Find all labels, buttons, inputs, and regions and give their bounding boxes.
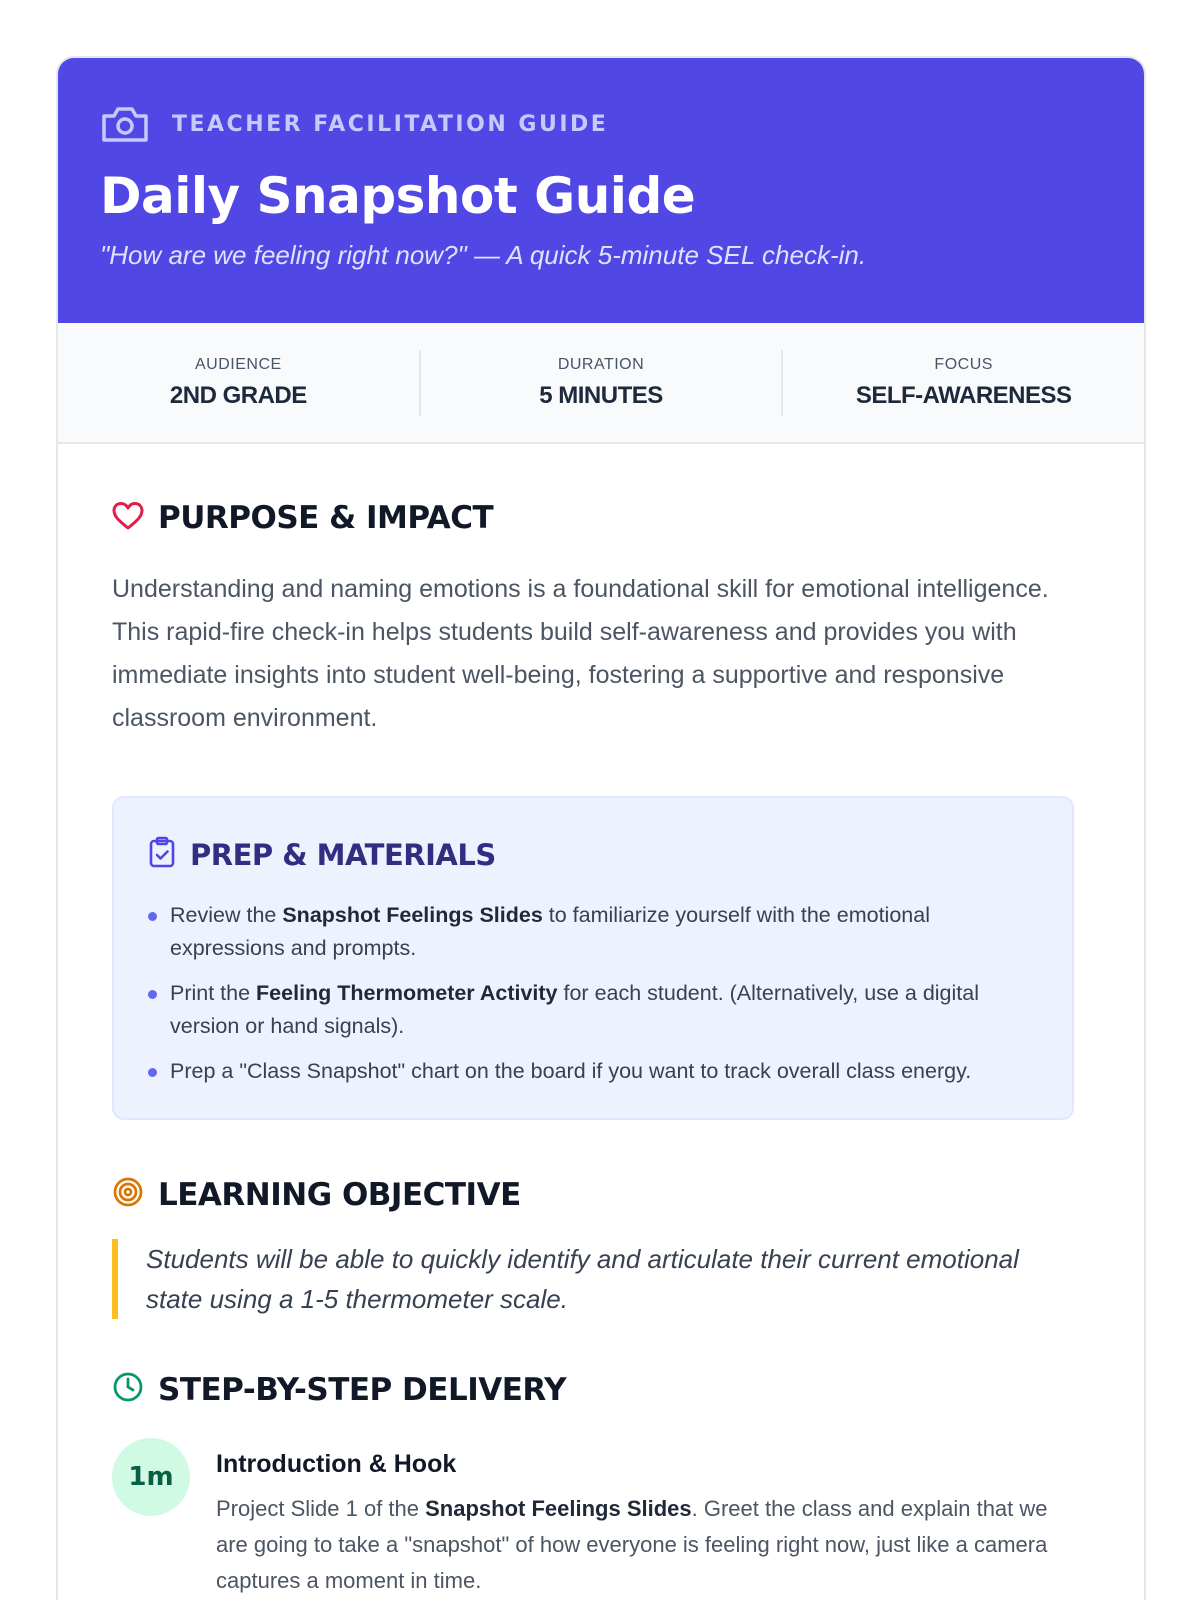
section-title: STEP-BY-STEP DELIVERY [158, 1371, 567, 1408]
item-text: Print the [170, 981, 257, 1005]
target-icon [112, 1176, 144, 1213]
section-header [112, 1371, 1090, 1408]
clock-icon [112, 1371, 144, 1408]
step-body [216, 1438, 1076, 1599]
section-header [148, 836, 1038, 873]
stat-duration [419, 350, 782, 416]
stat-label: DURATION [557, 355, 645, 373]
item-text: to familiarize yourself with the emotional expressions and prompts. [170, 903, 930, 960]
content [58, 500, 1144, 1599]
list-item [148, 1055, 1038, 1088]
list-item [148, 899, 1038, 965]
hero-header [58, 58, 1144, 323]
heart-icon [112, 501, 144, 536]
stat-value: 2ND GRADE [169, 381, 307, 409]
steps-section [112, 1371, 1090, 1599]
step-text [216, 1491, 1076, 1599]
item-text: Prep a "Class Snapshot" chart on the board if you want to track overall class energy. [170, 1059, 972, 1083]
step-text-part: Project Slide 1 of the [216, 1496, 426, 1521]
purpose-text: Understanding and naming emotions is a foundational skill for emotional intelligence. This rapid-fire check-in helps students build self-awareness and provides you with immediate insights into student well-being, fostering a supportive and responsive classroom environment. [112, 575, 1049, 732]
item-text: for each student. (Alternatively, use a digital version or hand signals). [170, 981, 979, 1038]
prep-box [112, 796, 1074, 1120]
stat-label: AUDIENCE [194, 355, 282, 373]
eyebrow-text: TEACHER FACILITATION GUIDE [172, 111, 609, 137]
item-bold: Snapshot Feelings Slides [282, 903, 543, 927]
step-item [112, 1438, 1090, 1599]
section-title: PURPOSE & IMPACT [158, 500, 494, 536]
section-title: LEARNING OBJECTIVE [158, 1176, 521, 1213]
stat-audience [58, 350, 419, 416]
page-subtitle: "How are we feeling right now?" — A quick 5-minute SEL check-in. [100, 240, 867, 270]
item-text: Review the [170, 903, 283, 927]
stats-bar [58, 323, 1144, 444]
section-header [112, 500, 1090, 536]
objective-section [112, 1176, 1090, 1319]
stat-value: 5 MINUTES [539, 381, 663, 409]
stat-focus [781, 350, 1144, 416]
purpose-section [112, 500, 1090, 740]
camera-icon [100, 104, 150, 144]
guide-card [56, 56, 1146, 1600]
stat-label: FOCUS [934, 355, 993, 373]
step-duration-badge: 1m [112, 1438, 190, 1516]
objective-quote: Students will be able to quickly identify and articulate their current emotional state using a 1-5 thermometer scale. [112, 1239, 1062, 1319]
step-text-bold: Snapshot Feelings Slides [425, 1496, 692, 1521]
stat-value: SELF-AWARENESS [855, 381, 1072, 409]
page-title: Daily Snapshot Guide [100, 167, 696, 225]
step-title: Introduction & Hook [216, 1450, 457, 1478]
eyebrow [100, 102, 1144, 146]
clipboard-check-icon [148, 836, 176, 873]
step-text-part: . Greet the class and explain that we are going to take a "snapshot" of how everyone is feeling right now, just like a camera captures a moment in time. [216, 1496, 1048, 1593]
section-title: PREP & MATERIALS [190, 837, 496, 872]
prep-list [148, 899, 1038, 1088]
list-item [148, 977, 1038, 1043]
item-bold: Feeling Thermometer Activity [256, 981, 558, 1005]
section-header [112, 1176, 1090, 1213]
